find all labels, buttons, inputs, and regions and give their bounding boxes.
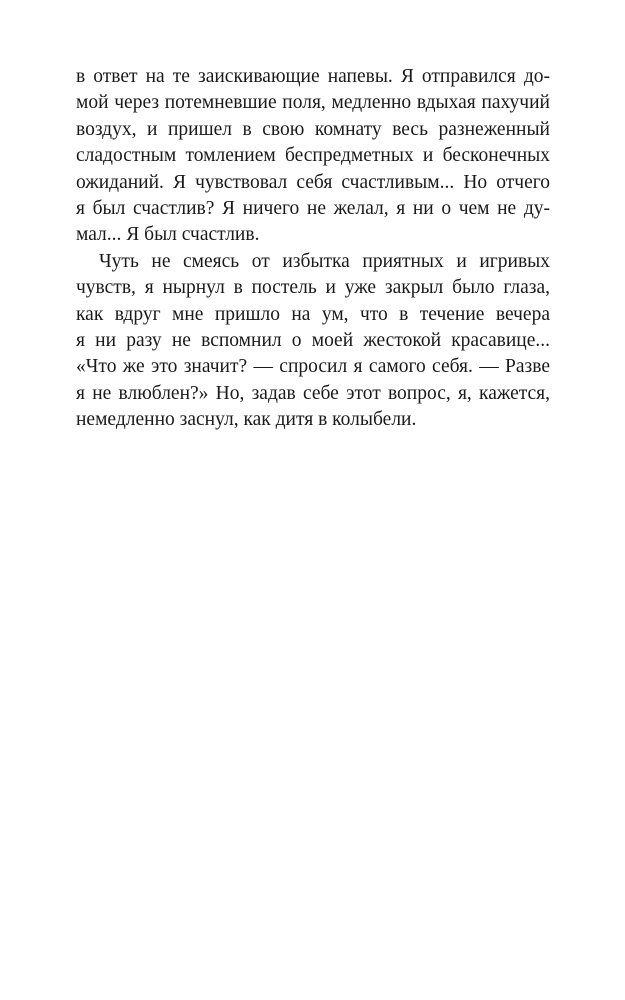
text-line: сладостным томлением беспредметных и бесконечных	[76, 145, 550, 167]
text-line: мал... Я был счастлив.	[76, 224, 260, 246]
text-line: воздух, и пришел в свою комнату весь разнеженный	[76, 118, 550, 140]
text-line: Чуть не смеясь от избытка приятных и игривых	[99, 250, 550, 272]
text-line: в ответ на те заискивающие напевы. Я отправился до-	[76, 66, 550, 87]
text-line: ожиданий. Я чувствовал себя счастливым... Но отчего	[76, 171, 550, 193]
text-line: я не влюблен?» Но, задав себе этот вопрос, я, кажется,	[76, 382, 550, 404]
paragraph-2	[76, 249, 550, 434]
text-line: чувств, я нырнул в постель и уже закрыл было глаза,	[76, 277, 550, 299]
text-line: «Что же это значит? — спросил я самого себя. — Разве	[76, 356, 550, 378]
paragraph-1	[76, 64, 550, 249]
text-line: мой через потемневшие поля, медленно вдыхая пахучий	[76, 92, 550, 114]
page-text	[76, 64, 550, 433]
text-line: я ни разу не вспомнил о моей жестокой красавице...	[76, 329, 550, 351]
text-line: как вдруг мне пришло на ум, что в течение вечера	[76, 303, 550, 325]
text-line: немедленно заснул, как дитя в колыбели.	[76, 409, 417, 431]
text-line: я был счастлив? Я ничего не желал, я ни о чем не ду-	[76, 197, 550, 219]
